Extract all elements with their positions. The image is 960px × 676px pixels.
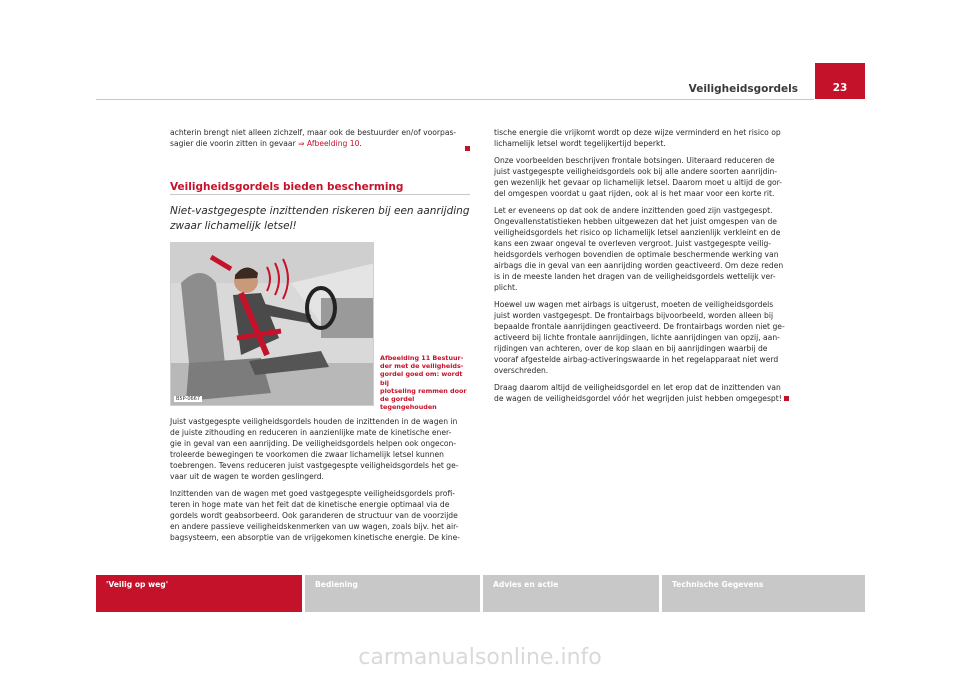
body-paragraph: Juist vastgegespte veiligheidsgordels houden de inzittenden in de wagen in de juiste zithouding en reduceren in aanzienlijke mate de kinetische ener- gie in geval van een aanrijding. De veiligheidsgordels helpen ook ongecon- troleerde bewegingen te voorkomen die zwaar lichamelijk letsel kunnen toebrengen. Tevens reduceren juist vastgegespte veiligheidsgordels het ge- vaar uit de wagen te worden geslingerd.: [170, 417, 459, 481]
footer-tab-label: Bediening: [315, 580, 358, 589]
page-number: 23: [832, 82, 848, 94]
section-end-marker: [784, 396, 789, 401]
section-end-marker: [465, 146, 470, 151]
car-interior-drawing: [171, 243, 374, 406]
header-divider: [96, 99, 814, 100]
intro-tail: .: [359, 139, 362, 148]
footer-tab-label: 'Veilig op weg': [106, 580, 169, 589]
footer-tab-label: Technische Gegevens: [672, 580, 764, 589]
body-paragraph: tische energie die vrijkomt wordt op deze wijze verminderd en het risico op lichamelijk letsel wordt tegelijkertijd beperkt.: [494, 128, 781, 148]
watermark: carmanualsonline.info: [358, 645, 602, 670]
footer-tab-technische-gegevens[interactable]: [662, 575, 865, 612]
intro-paragraph: [170, 127, 470, 149]
section-heading: Veiligheidsgordels bieden bescherming: [170, 181, 404, 193]
left-column-body: [170, 416, 470, 549]
body-paragraph: Inzittenden van de wagen met goed vastgegespte veiligheidsgordels profi- teren in hoge mate van het feit dat de kinetische energie optimaal via de gordels wordt geabsorbeerd. Ook garanderen de structuur van de voorzijde en andere passieve veiligheidskenmerken van uw wagen, zoals bijv. het air- bagsysteem, een absorptie van de vrijgekomen kinetische energie. De kine-: [170, 489, 461, 542]
body-paragraph-last: [494, 382, 800, 404]
figure-code: B5P-0667: [176, 396, 201, 402]
section-subheading: Niet-vastgegespte inzittenden riskeren bij een aanrijding zwaar lichamelijk letsel!: [170, 205, 470, 232]
figure-reference-link[interactable]: ⇒ Afbeelding 10: [298, 139, 360, 148]
page-title: Veiligheidsgordels: [688, 83, 798, 95]
footer-tab-veilig-op-weg[interactable]: [96, 575, 302, 612]
page-number-box: [815, 63, 865, 99]
body-paragraph: Let er eveneens op dat ook de andere inzittenden goed zijn vastgegespt. Ongevallenstatistieken hebben uitgewezen dat het juist omgespen van de veiligheidsgordels het risico op lichamelijk letsel aanzienlijk verkleint en de kans een zwaar ongeval te overleven vergroot. Juist vastgegespte veilig- heidsgordels verhogen bovendien de optimale beschermende werking van airbags die in geval van een aanrijding worden geactiveerd. Om deze reden is in de meeste landen het dragen van de veiligheidsgordels wettelijk ver- plicht.: [494, 206, 784, 292]
footer-tab-advies-en-actie[interactable]: [483, 575, 659, 612]
body-paragraph: Onze voorbeelden beschrijven frontale botsingen. Uiteraard reduceren de juist vastgegespte veiligheidsgordels ook bij alle andere soorten aanrijdin- gen wezenlijk het gevaar op lichamelijk letsel. Daarom moet u altijd de gor- del omgespen voordat u gaat rijden, ook al is het maar voor een korte rit.: [494, 156, 783, 198]
footer-tab-bediening[interactable]: [305, 575, 480, 612]
closing-text: Draag daarom altijd de veiligheidsgordel en let erop dat de inzittenden van de wagen de veiligheidsgordel vóór het wegrijden juist hebben omgegespt!: [494, 383, 782, 403]
intro-text: achterin brengt niet alleen zichzelf, maar ook de bestuurder en/of voorpas- sagier die voorin zitten in gevaar: [170, 128, 457, 148]
footer-tab-label: Advies en actie: [493, 580, 559, 589]
figure-caption: Afbeelding 11 Bestuur- der met de veiligheids- gordel goed om: wordt bij plotseling remmen door de gordel tegengehouden: [380, 354, 467, 412]
section-divider: [170, 194, 470, 195]
body-paragraph: Hoewel uw wagen met airbags is uitgerust, moeten de veiligheidsgordels juist worden vastgegespt. De frontairbags bijvoorbeeld, worden alleen bij bepaalde frontale aanrijdingen geactiveerd. De frontairbags worden niet ge- activeerd bij lichte frontale aanrijdingen, lichte aanrijdingen van opzij, aan- rijdingen van achteren, over de kop slaan en bij aanrijdingen waarbij de vooraf afgestelde airbag-activeringswaarde in het regelapparaat niet werd overschreden.: [494, 300, 785, 375]
right-column-body: [494, 127, 800, 410]
driver-seatbelt-illustration: [170, 242, 374, 406]
